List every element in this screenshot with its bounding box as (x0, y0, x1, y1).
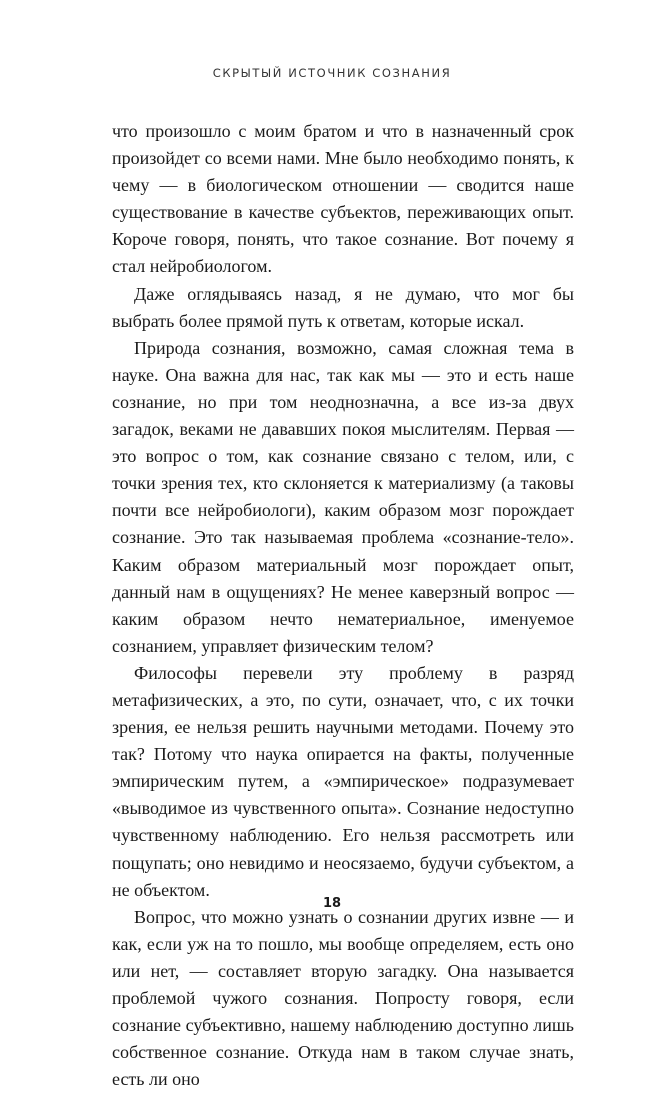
paragraph: Даже оглядываясь назад, я не думаю, что мог бы выбрать более прямой путь к ответам, которые искал. (112, 283, 574, 331)
paragraph: Вопрос, что можно узнать о сознании других извне — и как, если уж на то пошло, мы вообще определяем, есть оно или нет, — составляет вторую загадку. Она называется проблемой чужого сознания. Попросту говоря, если сознание субъективно, нашему наблюдению доступно лишь собственное сознание. Откуда нам в таком случае знать, есть ли оно (112, 906, 574, 1090)
text-body (112, 118, 574, 1093)
paragraph: что произошло с моим братом и что в назначенный срок произойдет со всеми нами. Мне было необходимо понять, к чему — в биологическом отношении — сводится наше существование в качестве субъектов, переживающих опыт. Короче говоря, понять, что такое сознание. Вот почему я стал нейробиологом. (112, 121, 574, 277)
paragraph: Философы перевели эту проблему в разряд метафизических, а это, по сути, означает, что, с их точки зрения, ее нельзя решить научными методами. Почему это так? Потому что наука опирается на факты, полученные эмпирическим путем, а «эмпирическое» подразумевает «выводимое из чувственного опыта». Сознание недоступно чувственному наблюдению. Его нельзя рассмотреть или пощупать; оно невидимо и неосязаемо, будучи субъектом, а не объектом. (112, 662, 574, 900)
paragraph: Природа сознания, возможно, самая сложная тема в науке. Она важна для нас, так как мы — это и есть наше сознание, но при том неоднозначна, а все из-за двух загадок, веками не дававших покоя мыслителям. Первая — это вопрос о том, как сознание связано с телом, или, с точки зрения тех, кто склоняется к материализму (а таковы почти все нейробиологи), каким образом мозг порождает сознание. Это так называемая проблема «сознание-тело». Каким образом материальный мозг порождает опыт, данный нам в ощущениях? Не менее каверзный вопрос — каким образом нечто нематериальное, именуемое сознанием, управляет физическим телом? (112, 337, 574, 656)
running-head: СКРЫТЫЙ ИСТОЧНИК СОЗНАНИЯ (212, 66, 452, 80)
page-number: 18 (322, 896, 342, 911)
